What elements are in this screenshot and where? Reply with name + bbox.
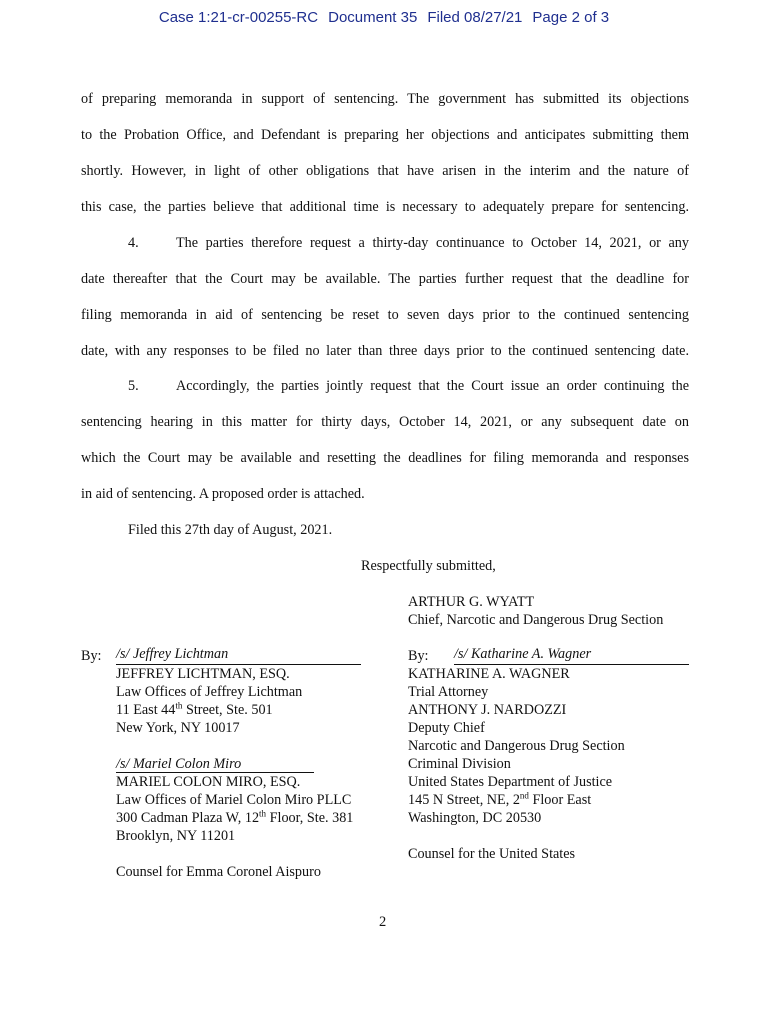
address-part: 300 Cadman Plaza W, 12: [116, 810, 260, 826]
body-line: shortly. However, in light of other obligations that have arisen in the interim and the nature of: [81, 163, 689, 179]
city-state-zip: New York, NY 10017: [116, 720, 240, 736]
filed-date: Filed 08/27/21: [427, 9, 523, 26]
paragraph-number: 5.: [128, 378, 139, 394]
chief-name: ARTHUR G. WYATT: [408, 594, 535, 610]
attorney-name: MARIEL COLON MIRO, ESQ.: [116, 774, 301, 790]
body-line: of preparing memoranda in support of sentencing. The government has submitted its objections: [81, 91, 689, 107]
government-signature-block: [408, 647, 689, 863]
document-number: Document 35: [328, 9, 418, 26]
counsel-for-defendant: Counsel for Emma Coronel Aispuro: [116, 864, 321, 880]
address-superscript: th: [175, 700, 183, 711]
street-address: [408, 791, 689, 809]
ecf-filing-header: [0, 9, 768, 26]
body-line: date thereafter that the Court may be available. The parties further request that the deadline for: [81, 271, 689, 287]
city-state-zip: Washington, DC 20530: [408, 810, 542, 826]
body-line: in aid of sentencing. A proposed order is attached.: [81, 486, 365, 502]
address-part: Floor, Ste. 381: [266, 810, 354, 826]
government-chief-block: [408, 593, 663, 629]
body-line: to the Probation Office, and Defendant is preparing her objections and anticipates submitting them: [81, 127, 689, 143]
address-part: 145 N Street, NE, 2: [408, 792, 520, 808]
signature-katharine-wagner: /s/ Katharine A. Wagner: [454, 647, 689, 665]
law-firm: Law Offices of Jeffrey Lichtman: [116, 684, 303, 700]
body-line: date, with any responses to be filed no later than three days prior to the continued sentencing date.: [81, 343, 689, 359]
address-part: 11 East 44: [116, 702, 176, 718]
address-part: Street, Ste. 501: [182, 702, 273, 718]
department-name: United States Department of Justice: [408, 774, 613, 790]
by-label: By:: [81, 648, 102, 664]
page-indicator: Page 2 of 3: [532, 9, 610, 26]
address-superscript: nd: [519, 790, 529, 801]
division-name: Criminal Division: [408, 756, 511, 772]
attorney-name: ANTHONY J. NARDOZZI: [408, 702, 567, 718]
body-line: filing memoranda in aid of sentencing be reset to seven days prior to the continued sentencing: [81, 307, 689, 323]
signature-mariel-colon-miro: /s/ Mariel Colon Miro: [116, 757, 314, 773]
body-line: The parties therefore request a thirty-day continuance to October 14, 2021, or any: [176, 235, 689, 251]
case-number: Case 1:21-cr-00255-RC: [158, 9, 319, 26]
paragraph-number: 4.: [128, 235, 139, 251]
attorney-title: Deputy Chief: [408, 720, 485, 736]
body-line: which the Court may be available and resetting the deadlines for filing memoranda and responses: [81, 450, 689, 466]
attorney-name: JEFFREY LICHTMAN, ESQ.: [116, 666, 290, 682]
body-line: this case, the parties believe that additional time is necessary to adequately prepare for sentencing.: [81, 199, 689, 215]
paragraph-5-first-line: [81, 377, 689, 395]
body-line: sentencing hearing in this matter for thirty days, October 14, 2021, or any subsequent date on: [81, 414, 689, 430]
law-firm: Law Offices of Mariel Colon Miro PLLC: [116, 792, 352, 808]
address-part: Floor East: [528, 792, 592, 808]
street-address: [116, 701, 361, 719]
closing-line: Respectfully submitted,: [361, 558, 496, 574]
attorney-title: Trial Attorney: [408, 684, 489, 700]
body-line: Accordingly, the parties jointly request that the Court issue an order continuing the: [176, 378, 689, 394]
address-superscript: th: [259, 808, 267, 819]
section-name: Narcotic and Dangerous Drug Section: [408, 738, 625, 754]
counsel-for-government: Counsel for the United States: [408, 846, 576, 862]
attorney-name: KATHARINE A. WAGNER: [408, 666, 570, 682]
street-address: [116, 809, 361, 827]
chief-title: Chief, Narcotic and Dangerous Drug Section: [408, 612, 664, 628]
defense-signature-block: [81, 647, 361, 881]
by-label: By:: [408, 648, 429, 664]
filed-date-line: Filed this 27th day of August, 2021.: [128, 522, 333, 538]
page-number: 2: [379, 914, 387, 930]
city-state-zip: Brooklyn, NY 11201: [116, 828, 236, 844]
signature-jeffrey-lichtman: /s/ Jeffrey Lichtman: [116, 647, 361, 665]
paragraph-4-first-line: [81, 234, 689, 252]
